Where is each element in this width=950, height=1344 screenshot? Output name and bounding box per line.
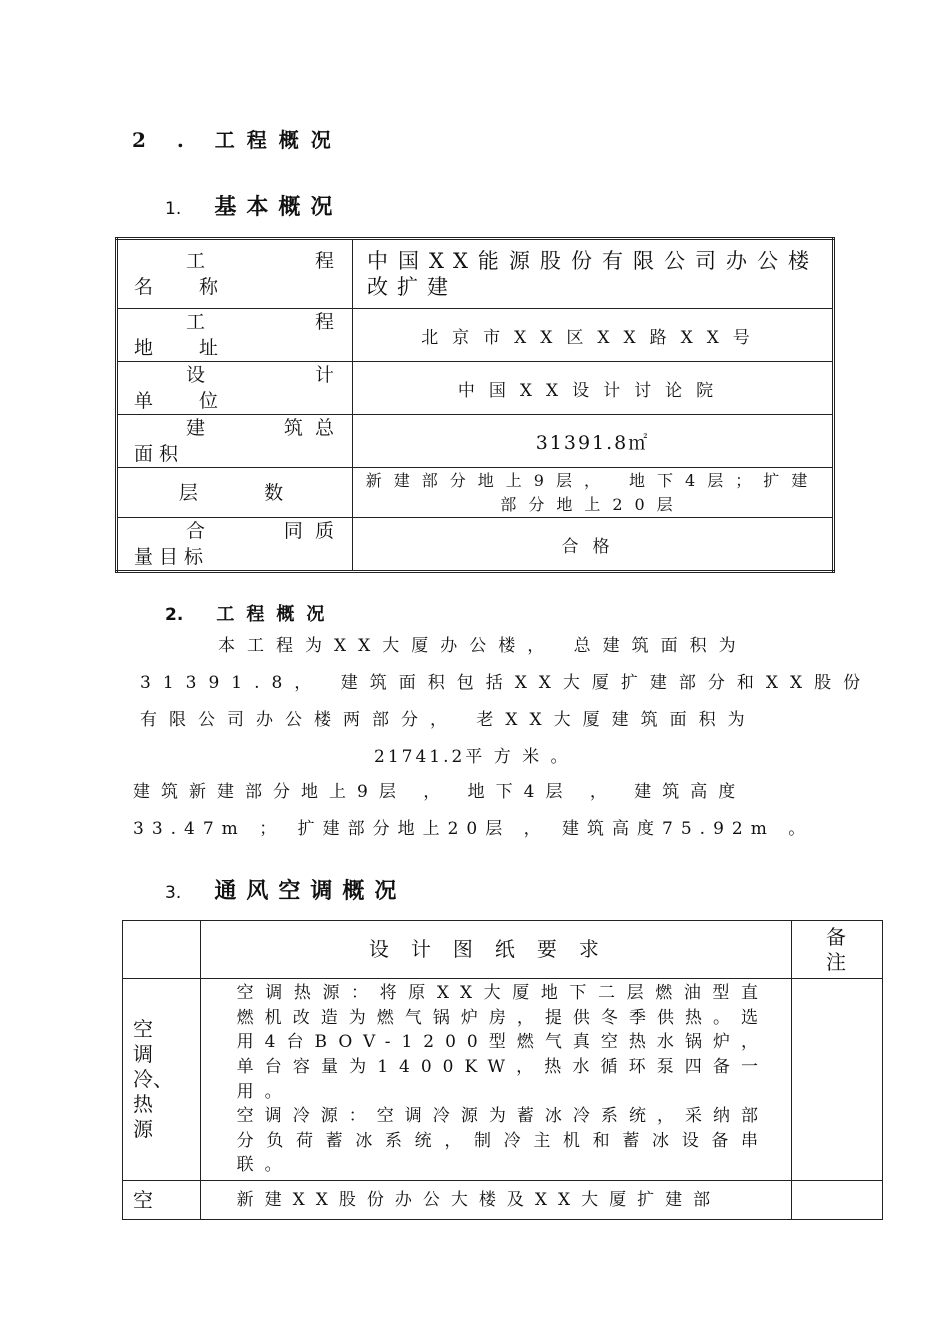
subsection-2-number: 2. [165,605,184,625]
body-line: 21741.2平 方 米 。 [374,747,571,767]
table-value-cell: 北京市XX区XX路XX号 [353,309,834,362]
table-label-cell: 工 程 名 称 [117,239,353,309]
body-line: 建筑新建部分地上9层 ， 地下4层 ， 建筑高度 [133,782,747,802]
table-label-cell: 层 数 [117,468,353,518]
row-content-cell [200,979,791,1181]
table-label-cell: 合 同 质 量目标 [117,518,353,572]
table-header-cell-empty [123,921,201,979]
table-row [117,415,834,468]
table-value-cell: 中国XX设计讨论院 [353,362,834,415]
body-line: 本工程为XX大厦办公楼， 总建筑面积为 [218,636,748,656]
table-value-cell: 中国XX能源股份有限公司办公楼改扩建 [353,239,834,309]
table-row [117,362,834,415]
row-label-cell: 空调冷、热源 [123,979,201,1181]
subsection-1-title: 基本概况 [214,194,343,220]
row-note-cell [792,979,883,1181]
table-row [117,309,834,362]
body-line: 33.47m ； 扩建部分地上20层 ， 建筑高度75.92m 。 [133,819,814,839]
table-label-cell: 设 计 单 位 [117,362,353,415]
table-header-cell: 备注 [792,921,883,979]
hvac-table [122,920,883,1220]
table-label-cell: 工 程 地 址 [117,309,353,362]
basic-info-table [115,237,835,573]
subsection-2-title: 工程概况 [216,604,337,625]
paragraph: 新建XX股份办公大楼及XX大厦扩建部 [236,1189,722,1210]
body-line: 31391.8， 建筑面积包括XX大厦扩建部分和XX股份 [140,673,873,693]
table-value-cell: 新建部分地上9层， 地下4层；扩建 部分地上20层 [353,468,834,518]
table-value-cell: 31391.8㎡ [353,415,834,468]
subsection-3-title: 通风空调概况 [214,878,407,904]
table-row [123,979,883,1181]
row-label-cell: 空 [123,1181,201,1220]
table-row [123,1181,883,1220]
row-note-cell [792,1181,883,1220]
table-row [117,468,834,518]
subsection-3-heading [165,874,406,905]
row-content-cell [200,1181,791,1220]
body-line: 有限公司办公楼两部分， 老XX大厦建筑面积为 [140,710,757,730]
section-title: 2 . 工程概况 [132,128,343,152]
table-row [117,518,834,572]
paragraph: 空调冷源：空调冷源为蓄冰冷系统，采纳部分负荷蓄冰系统，制冷主机和蓄冰设备串联。 [236,1106,770,1176]
subsection-1-heading [165,190,342,221]
subsection-1-number: 1. [165,199,182,219]
table-label-cell: 建 筑 总 面积 [117,415,353,468]
table-row [117,239,834,309]
table-header-cell: 设计图纸要求 [200,921,791,979]
subsection-3-number: 3. [165,883,182,903]
paragraph: 空调热源：将原XX大厦地下二层燃油型直燃机改造为燃气锅炉房，提供冬季供热。选用4台BOV-1200型燃气真空热水锅炉，单台容量为1400KW，热水循环泵四备一用。 [236,983,770,1102]
table-value-cell: 合格 [353,518,834,572]
subsection-2-heading [165,600,336,626]
table-header-row [123,921,883,979]
